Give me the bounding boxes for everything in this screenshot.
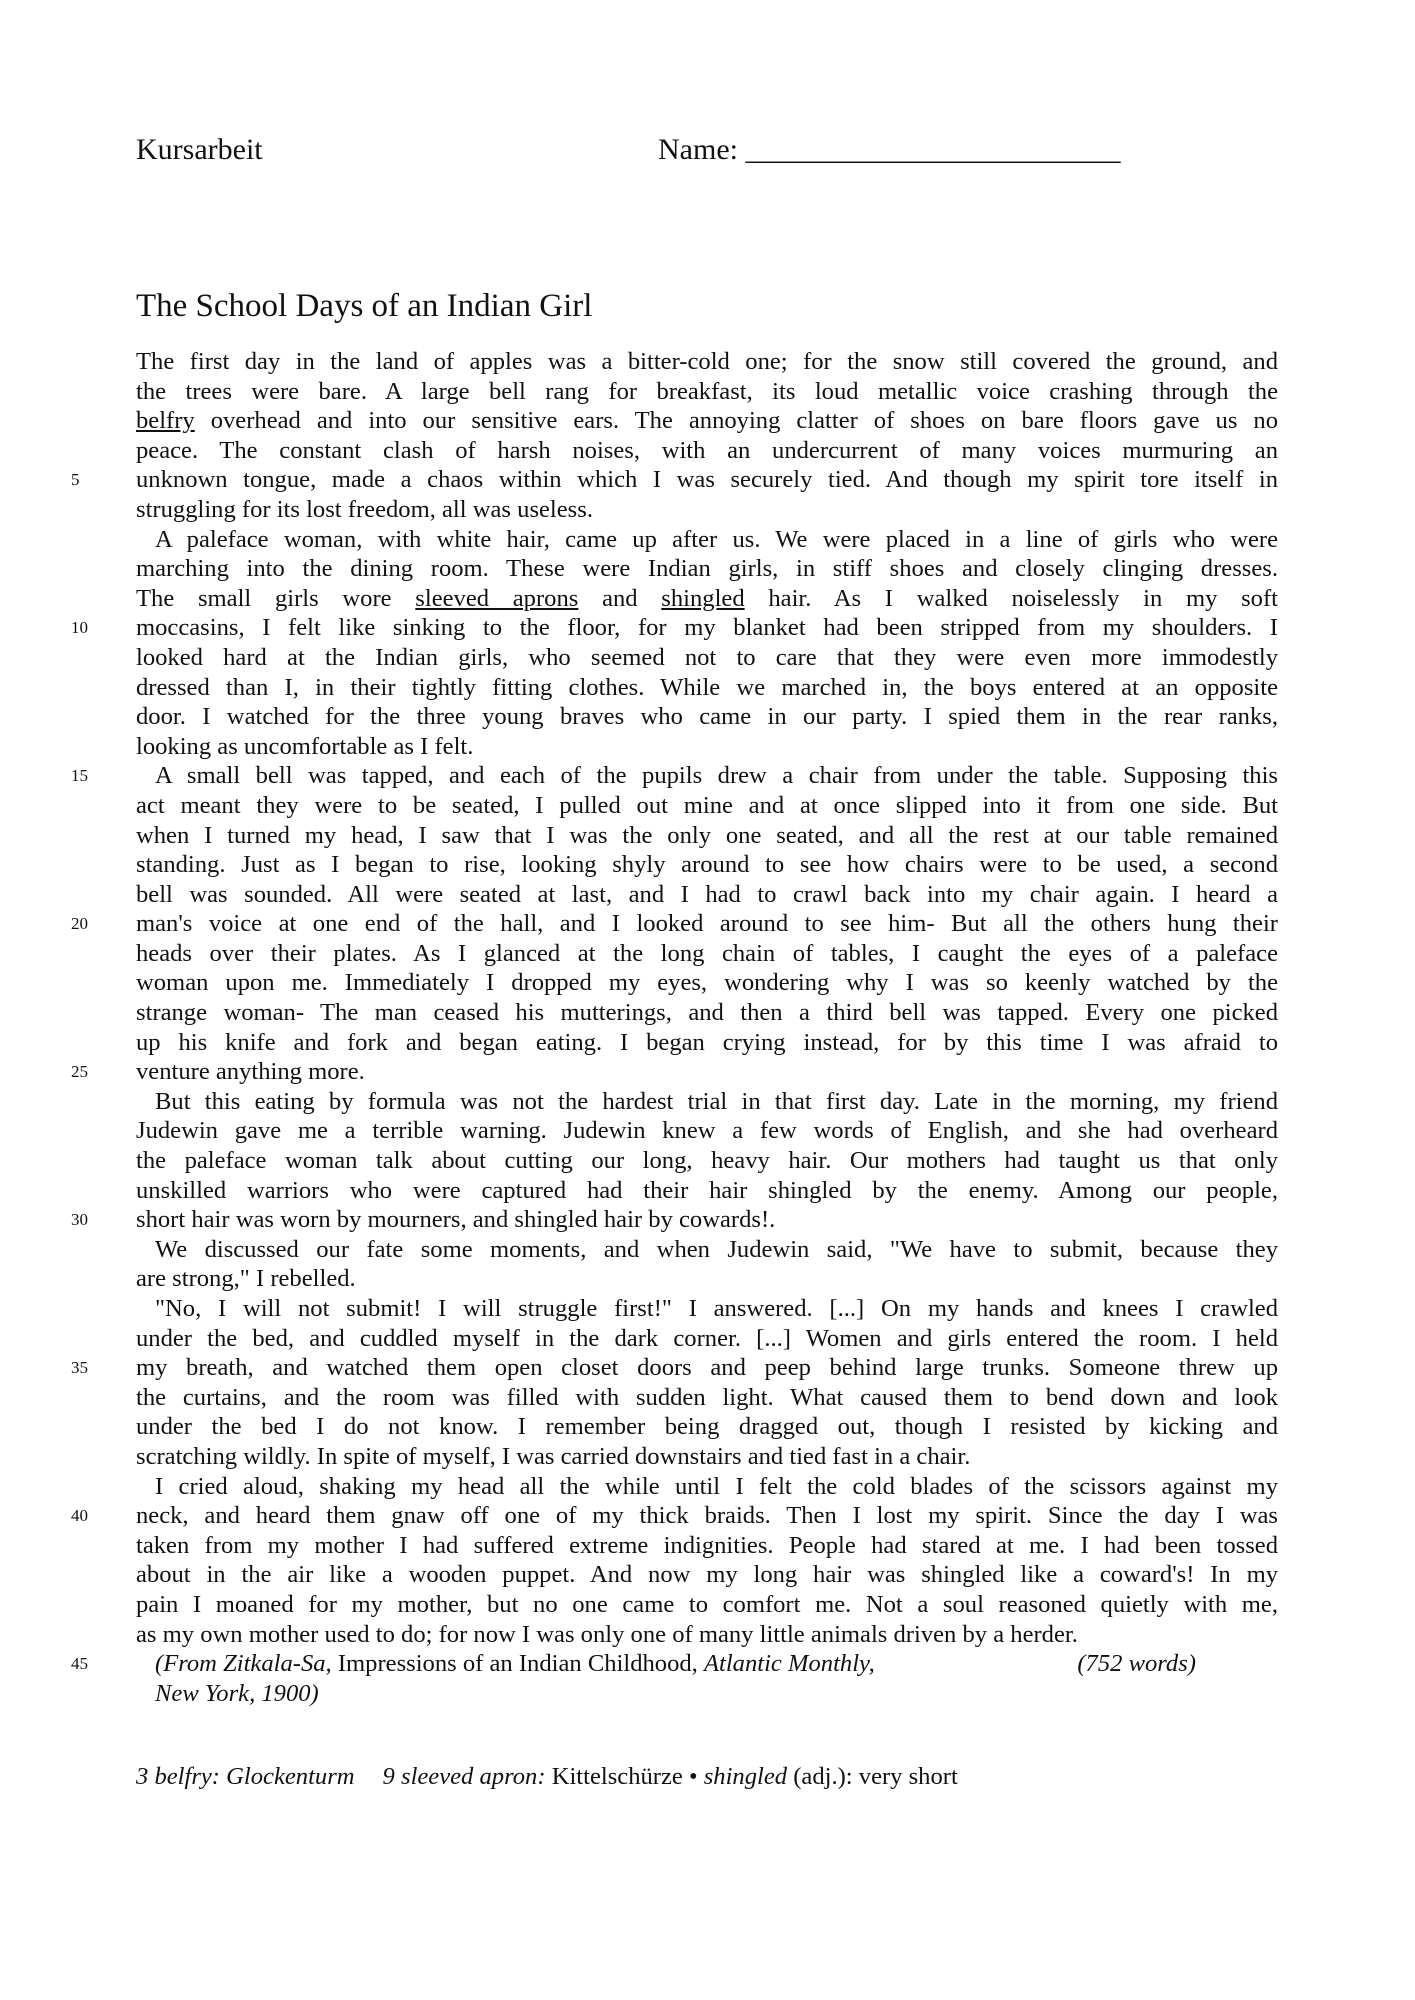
glossary-item: 9 sleeved apron: [382, 1763, 546, 1790]
underlined-term: sleeved aprons [415, 584, 579, 612]
text-line: up his knife and fork and began eating. I began crying instead, for by this time I was afraid to [136, 1028, 1278, 1056]
text-line: 30 short hair was worn by mourners, and shingled hair by cowards!. [71, 1206, 776, 1234]
text-line: 35 my breath, and watched them open closet doors and peep behind large trunks. Someone threw up [71, 1354, 1278, 1382]
text-line: about in the air like a wooden puppet. And now my long hair was shingled like a coward's! In my [136, 1561, 1278, 1589]
text-line: 5 unknown tongue, made a chaos within which I was securely tied. And though my spirit tore itself in [71, 466, 1278, 494]
word-count: (752 words) [1077, 1650, 1196, 1678]
text-line: The first day in the land of apples was a bitter-cold one; for the snow still covered the ground, and [136, 348, 1278, 375]
text-line: under the bed, and cuddled myself in the dark corner. [...] Women and girls entered the room. I held [136, 1324, 1278, 1352]
text-line: scratching wildly. In spite of myself, I was carried downstairs and tied fast in a chair. [136, 1442, 971, 1470]
text-line: A paleface woman, with white hair, came up after us. We were placed in a line of girls who were [155, 525, 1278, 553]
text-line: unskilled warriors who were captured had their hair shingled by the enemy. Among our people, [136, 1176, 1278, 1204]
text-line: bell was sounded. All were seated at last, and I had to crawl back into my chair again. I heard a [136, 880, 1278, 908]
underlined-term: shingled [661, 584, 745, 612]
text-line: as my own mother used to do; for now I was only one of many little animals driven by a herder. [136, 1620, 1078, 1648]
text-line: "No, I will not submit! I will struggle first!" I answered. [...] On my hands and knees I crawled [155, 1295, 1278, 1322]
text-line: looked hard at the Indian girls, who seemed not to care that they were even more immodestly [136, 643, 1278, 671]
text-line: dressed than I, in their tightly fitting clothes. While we marched in, the boys entered at an opposite [136, 673, 1278, 701]
line-number: 5 [71, 470, 80, 490]
text-line: marching into the dining room. These were Indian girls, in stiff shoes and closely clinging dresses. [136, 555, 1278, 583]
line-number: 10 [71, 618, 88, 638]
text-line: taken from my mother I had suffered extreme indignities. People had stared at me. I had been tossed [136, 1531, 1278, 1559]
text-line: 25 venture anything more. [71, 1058, 365, 1086]
text-line: under the bed I do not know. I remember being dragged out, though I resisted by kicking and [136, 1413, 1278, 1441]
line-number: 15 [71, 766, 88, 786]
line-number: 20 [71, 914, 88, 934]
line-number: 45 [71, 1654, 88, 1674]
text-line: woman upon me. Immediately I dropped my eyes, wondering why I was so keenly watched by the [136, 969, 1278, 997]
text-line: strange woman- The man ceased his mutterings, and then a third bell was tapped. Every one picked [136, 999, 1278, 1027]
page-header [136, 133, 1316, 177]
text-line: standing. Just as I began to rise, looking shyly around to see how chairs were to be used, a second [136, 851, 1278, 879]
text-line: act meant they were to be seated, I pulled out mine and at once slipped into it from one side. But [136, 791, 1278, 819]
line-number: 35 [71, 1358, 88, 1378]
text-line: 15 A small bell was tapped, and each of the pupils drew a chair from under the table. Supposing this [71, 762, 1278, 790]
text-line: the trees were bare. A large bell rang for breakfast, its loud metallic voice crashing through the [136, 377, 1278, 405]
course-label: Kursarbeit [136, 133, 263, 166]
text-line: Judewin gave me a terrible warning. Judewin knew a few words of English, and she had overheard [136, 1117, 1278, 1145]
text-line: door. I watched for the three young braves who came in our party. I spied them in the rear ranks, [136, 703, 1278, 731]
underlined-term: belfry [136, 407, 195, 435]
source-citation: 45 (From Zitkala-Sa, Impressions of an Indian Childhood, Atlantic Monthly, (752 words) [71, 1650, 1196, 1678]
text-title: The School Days of an Indian Girl [136, 288, 593, 324]
text-line: the paleface woman talk about cutting our long, heavy hair. Our mothers had taught us that only [136, 1147, 1278, 1175]
text-line: looking as uncomfortable as I felt. [136, 732, 474, 760]
glossary-item: 3 belfry: Glockenturm [136, 1763, 355, 1790]
text-line: I cried aloud, shaking my head all the while until I felt the cold blades of the scissors against my [155, 1472, 1278, 1500]
glossary-item: shingled [703, 1763, 788, 1790]
text-line: pain I moaned for my mother, but no one came to comfort me. Not a soul reasoned quietly with me, [136, 1590, 1278, 1618]
text-line: when I turned my head, I saw that I was the only one seated, and all the rest at our table remained [136, 821, 1278, 849]
name-field: Name: _________________________ [658, 133, 1121, 166]
text-line: The small girls wore sleeved aprons and shingled hair. As I walked noiselessly in my soft [136, 584, 1279, 612]
text-line: the curtains, and the room was filled with sudden light. What caused them to bend down and look [136, 1383, 1278, 1411]
line-number: 25 [71, 1062, 88, 1082]
text-line: 10 moccasins, I felt like sinking to the floor, for my blanket had been stripped from my shoulders. I [71, 614, 1278, 642]
text-line: peace. The constant clash of harsh noises, with an undercurrent of many voices murmuring an [136, 436, 1278, 464]
text-line: belfry overhead and into our sensitive ears. The annoying clatter of shoes on bare floors gave us no [136, 407, 1278, 435]
text-line: heads over their plates. As I glanced at the long chain of tables, I caught the eyes of a paleface [136, 939, 1278, 967]
line-number: 40 [71, 1506, 88, 1526]
glossary: 3 belfry: Glockenturm 9 sleeved apron: Kittelschürze • shingled (adj.): very short [136, 1763, 958, 1790]
story-text [71, 347, 1279, 1708]
text-line: 20 man's voice at one end of the hall, and I looked around to see him- But all the others hung their [71, 910, 1278, 938]
text-line: We discussed our fate some moments, and when Judewin said, "We have to submit, because they [155, 1235, 1278, 1263]
text-line: 40 neck, and heard them gnaw off one of my thick braids. Then I lost my spirit. Since the day I was [71, 1502, 1278, 1530]
line-number: 30 [71, 1210, 88, 1230]
text-line: are strong," I rebelled. [136, 1265, 356, 1293]
source-citation-line-2: New York, 1900) [155, 1679, 319, 1707]
text-line: struggling for its lost freedom, all was useless. [136, 495, 593, 523]
text-line: But this eating by formula was not the hardest trial in that first day. Late in the morning, my friend [155, 1087, 1278, 1115]
